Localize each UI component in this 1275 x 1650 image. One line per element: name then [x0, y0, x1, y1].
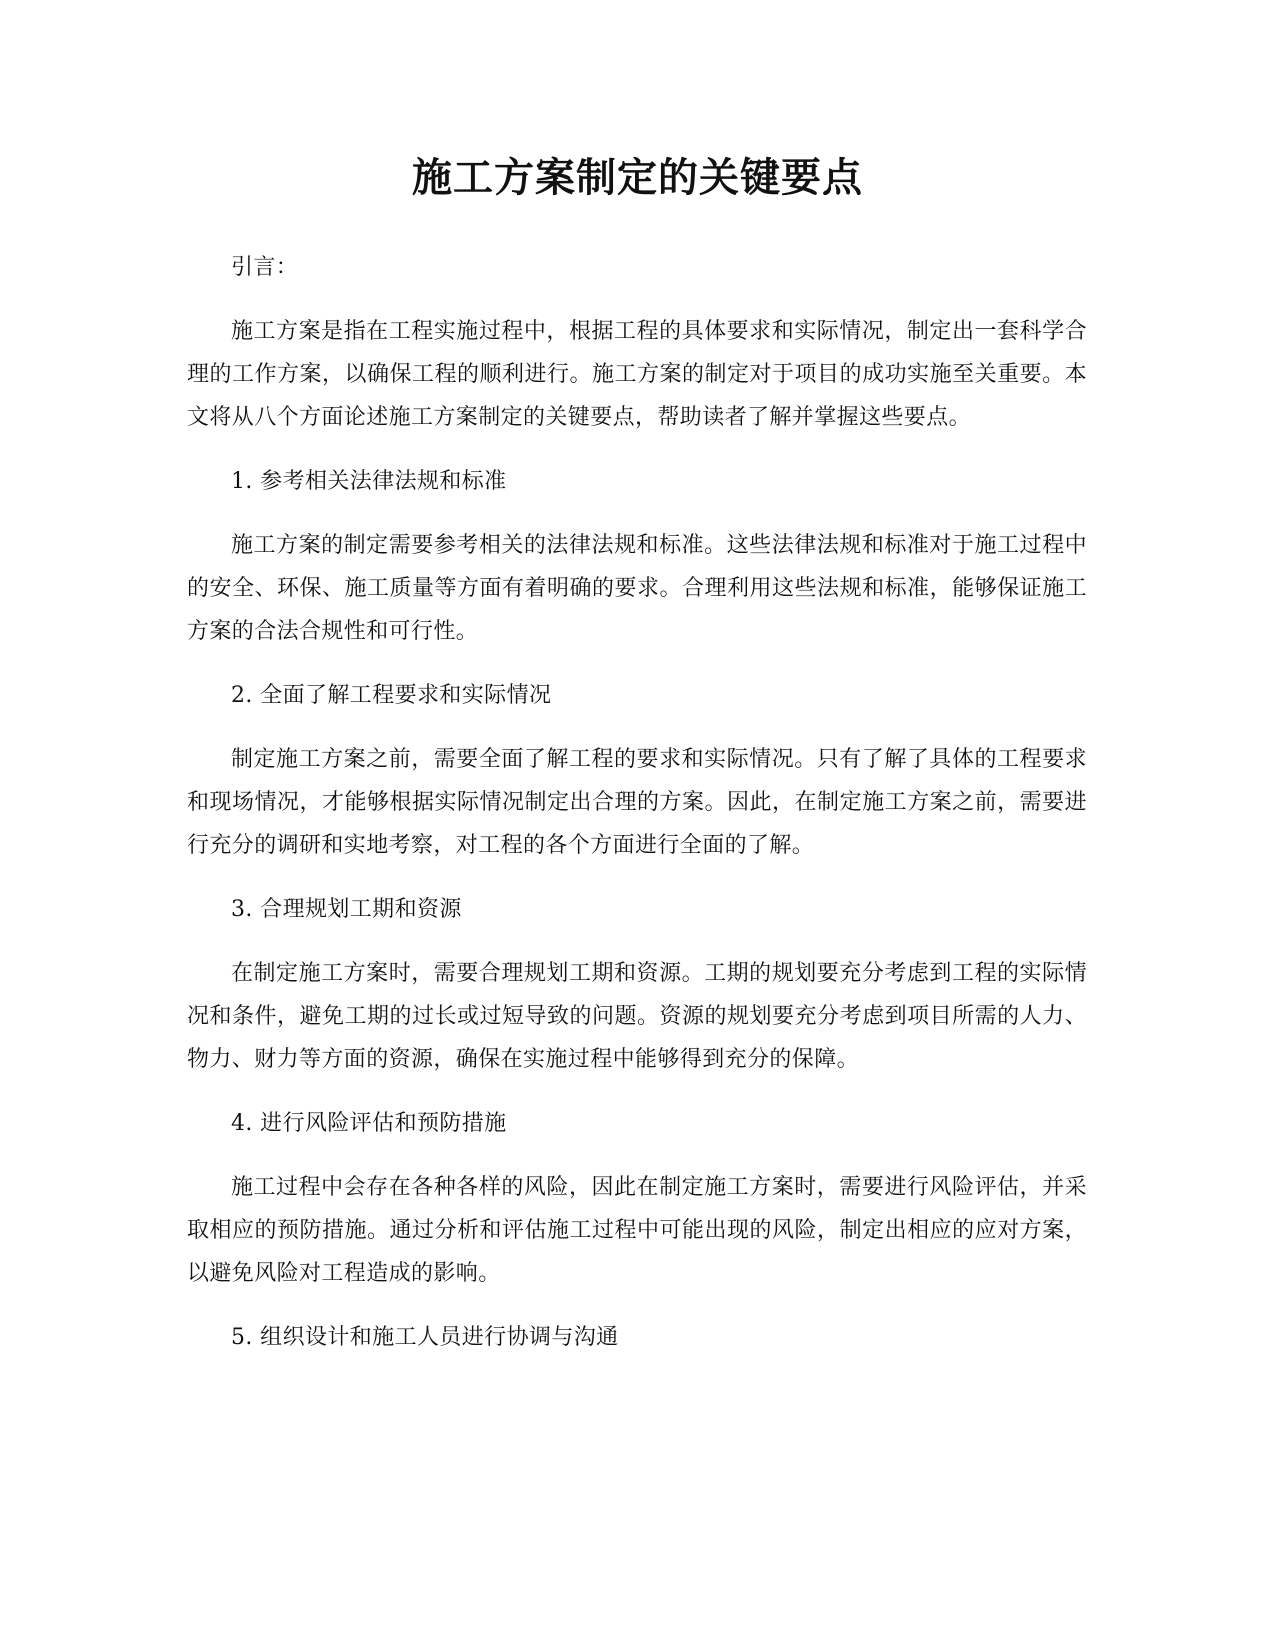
- intro-label: 引言：: [231, 255, 299, 280]
- section-paragraph-4: 施工过程中会存在各种各样的风险，因此在制定施工方案时，需要进行风险评估，并采取相应的预防措施。通过分析和评估施工过程中可能出现的风险，制定出相应的应对方案，以避免风险对工程造成的影响。: [187, 1175, 1087, 1286]
- intro-paragraph: 施工方案是指在工程实施过程中，根据工程的具体要求和实际情况，制定出一套科学合理的工作方案，以确保工程的顺利进行。施工方案的制定对于项目的成功实施至关重要。本文将从八个方面论述施工方案制定的关键要点，帮助读者了解并掌握这些要点。: [187, 319, 1087, 430]
- section-paragraph-2: 制定施工方案之前，需要全面了解工程的要求和实际情况。只有了解了具体的工程要求和现场情况，才能够根据实际情况制定出合理的方案。因此，在制定施工方案之前，需要进行充分的调研和实地考察，对工程的各个方面进行全面的了解。: [187, 747, 1087, 858]
- section-paragraph-1: 施工方案的制定需要参考相关的法律法规和标准。这些法律法规和标准对于施工过程中的安全、环保、施工质量等方面有着明确的要求。合理利用这些法规和标准，能够保证施工方案的合法合规性和可行性。: [187, 533, 1087, 644]
- document-title: 施工方案制定的关键要点: [412, 155, 863, 201]
- section-heading-4: 4. 进行风险评估和预防措施: [231, 1111, 507, 1136]
- section-heading-2: 2. 全面了解工程要求和实际情况: [231, 683, 552, 708]
- document-body: [187, 246, 1087, 1380]
- section-heading-5: 5. 组织设计和施工人员进行协调与沟通: [231, 1325, 619, 1350]
- section-heading-3: 3. 合理规划工期和资源: [231, 897, 462, 922]
- section-paragraph-3: 在制定施工方案时，需要合理规划工期和资源。工期的规划要充分考虑到工程的实际情况和条件，避免工期的过长或过短导致的问题。资源的规划要充分考虑到项目所需的人力、物力、财力等方面的资源，确保在实施过程中能够得到充分的保障。: [187, 961, 1087, 1072]
- section-heading-1: 1. 参考相关法律法规和标准: [231, 469, 507, 494]
